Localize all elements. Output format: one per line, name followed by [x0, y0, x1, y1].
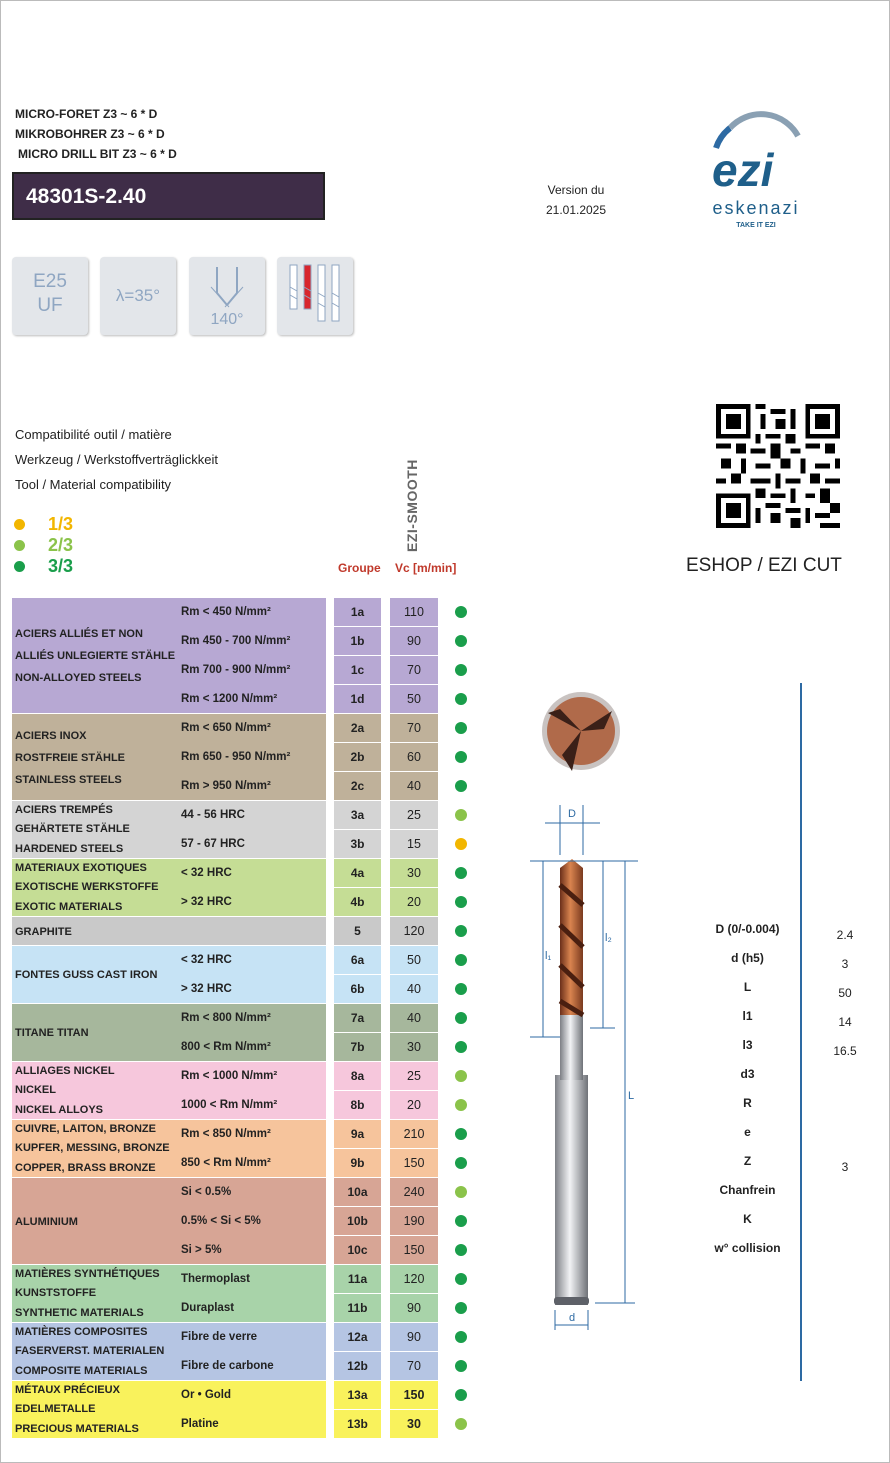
compat-en: Tool / Material compatibility [15, 477, 172, 492]
spec-value: 50 [838, 986, 852, 1000]
compatibility-dot-icon [455, 867, 467, 879]
groupe-cell: 8a [334, 1062, 381, 1090]
compat-de: Werkzeug / Werkstoffverträglickkeit [15, 452, 219, 467]
material-name-line: TITANE TITAN [15, 1027, 89, 1039]
condition-cell: Rm < 1000 N/mm² [178, 1062, 326, 1090]
material-name-line: GEHÄRTETE STÄHLE [15, 823, 130, 836]
vc-cell: 40 [390, 772, 438, 800]
legend-label: 1/3 [48, 514, 74, 534]
material-name-line: COPPER, BRASS BRONZE [15, 1161, 156, 1174]
spec-label: e [744, 1125, 751, 1139]
compatibility-dot-icon [455, 606, 467, 618]
drill-point-icon [189, 261, 265, 317]
compatibility-dot-icon [455, 751, 467, 763]
material-name-line: MÉTAUX PRÉCIEUX [15, 1384, 120, 1396]
compatibility-dot-icon [455, 780, 467, 792]
groupe-cell: 10b [334, 1207, 381, 1235]
condition-cell: Fibre de carbone [178, 1352, 326, 1380]
condition-cell: > 32 HRC [178, 888, 326, 916]
spec-label: L [743, 980, 752, 994]
dim-label-D: D [568, 808, 576, 820]
groupe-cell: 2c [334, 772, 381, 800]
vc-cell: 90 [390, 1294, 438, 1322]
material-name-line: MATERIAUX EXOTIQUES [15, 862, 147, 874]
compatibility-dot-icon [455, 1070, 467, 1082]
compatibility-dot-icon [455, 1099, 467, 1111]
condition-cell: 850 < Rm N/mm² [178, 1149, 326, 1177]
condition-cell: < 32 HRC [178, 946, 326, 974]
material-name-line: GRAPHITE [15, 925, 72, 938]
vc-cell: 15 [390, 830, 438, 858]
spec-label: l3 [742, 1038, 753, 1052]
helix-angle-text: λ=35° [115, 286, 161, 305]
product-titles [15, 104, 177, 164]
vc-cell: 70 [390, 656, 438, 684]
dim-label-d: d [569, 1312, 576, 1324]
spec-label: K [743, 1212, 752, 1226]
drill-range-icon [277, 257, 353, 335]
vc-cell: 210 [390, 1120, 438, 1148]
spec-value: 3 [841, 1160, 849, 1174]
vc-cell: 20 [390, 1091, 438, 1119]
groupe-cell: 1c [334, 656, 381, 684]
groupe-cell: 1d [334, 685, 381, 713]
groupe-cell: 11b [334, 1294, 381, 1322]
spec-value: 3 [841, 957, 849, 971]
drill-types-icon [277, 257, 353, 335]
coating-icon [12, 257, 88, 335]
spec-label: d (h5) [731, 951, 764, 965]
material-name-line: COMPOSITE MATERIALS [15, 1364, 148, 1377]
dim-label-l1: l₁ [545, 950, 552, 962]
material-name-line: ACIERS INOX [15, 729, 87, 742]
condition-cell: 44 - 56 HRC [178, 801, 326, 829]
groupe-cell: 9a [334, 1120, 381, 1148]
groupe-cell: 7a [334, 1004, 381, 1032]
ezi-logo-icon [700, 108, 812, 198]
material-name-line: EXOTISCHE WERKSTOFFE [15, 881, 159, 894]
condition-cell: Rm 450 - 700 N/mm² [178, 627, 326, 655]
vc-cell: 20 [390, 888, 438, 916]
dim-label-L: L [628, 1090, 635, 1102]
compatibility-dot-icon [455, 1331, 467, 1343]
logo-tagline: TAKE IT EZI [736, 222, 776, 229]
condition-cell: Rm < 1200 N/mm² [178, 685, 326, 713]
condition-cell: Rm < 850 N/mm² [178, 1120, 326, 1148]
groupe-cell: 9b [334, 1149, 381, 1177]
title-en: MICRO DRILL BIT Z3 ~ 6 * D [18, 147, 177, 161]
coating-line2: UF [37, 295, 63, 316]
spec-label: w° collision [714, 1241, 781, 1255]
drill-end-view [542, 692, 620, 771]
legend-dot-icon [14, 561, 25, 572]
spec-label: d3 [740, 1067, 755, 1081]
compatibility-dot-icon [455, 1418, 467, 1430]
condition-cell [178, 917, 326, 945]
vc-cell: 25 [390, 801, 438, 829]
groupe-cell: 6a [334, 946, 381, 974]
logo-mark: ezi [712, 144, 774, 196]
eshop-label[interactable]: ESHOP / EZI CUT [686, 555, 842, 576]
compatibility-dot-icon [455, 925, 467, 937]
legend-dot-icon [14, 519, 25, 530]
logo-brand: eskenazi [712, 198, 800, 218]
condition-cell: Or • Gold [178, 1381, 326, 1409]
coating-column-header: EZI-SMOOTH [404, 459, 420, 552]
material-name-line: KUNSTSTOFFE [15, 1287, 97, 1300]
legend-item [12, 535, 102, 556]
compatibility-dot-icon [455, 838, 467, 850]
compatibility-dot-icon [455, 983, 467, 995]
title-de: MIKROBOHRER Z3 ~ 6 * D [15, 127, 165, 141]
vc-cell: 50 [390, 685, 438, 713]
vc-cell: 25 [390, 1062, 438, 1090]
compatibility-dot-icon [455, 1012, 467, 1024]
vc-cell: 240 [390, 1178, 438, 1206]
vc-header: Vc [m/min] [395, 561, 457, 575]
condition-cell: 0.5% < Si < 5% [178, 1207, 326, 1235]
vc-cell: 50 [390, 946, 438, 974]
vc-cell: 40 [390, 975, 438, 1003]
compatibility-dot-icon [455, 954, 467, 966]
material-name-line: CUIVRE, LAITON, BRONZE [15, 1123, 156, 1135]
material-name-line: ROSTFREIE STÄHLE [15, 751, 126, 764]
condition-cell: Rm < 450 N/mm² [178, 598, 326, 626]
vc-cell: 150 [390, 1381, 438, 1409]
vc-cell: 30 [390, 859, 438, 887]
groupe-cell: 2a [334, 714, 381, 742]
material-name-line: FONTES GUSS CAST IRON [15, 969, 158, 981]
groupe-cell: 13a [334, 1381, 381, 1409]
vc-cell: 110 [390, 598, 438, 626]
vc-cell: 150 [390, 1236, 438, 1264]
spec-value: 2.4 [836, 928, 854, 942]
compatibility-dot-icon [455, 1157, 467, 1169]
vc-cell: 90 [390, 1323, 438, 1351]
compatibility-dot-icon [455, 896, 467, 908]
groupe-cell: 12a [334, 1323, 381, 1351]
reference-text: 48301S-2.40 [26, 185, 147, 208]
spec-label: Z [743, 1154, 752, 1168]
material-name-line: NICKEL ALLOYS [15, 1103, 104, 1116]
material-name-line: EDELMETALLE [15, 1403, 96, 1416]
material-name-line: ACIERS ALLIÉS ET NON [15, 628, 143, 640]
compatibility-text [15, 422, 218, 497]
condition-cell: < 32 HRC [178, 859, 326, 887]
condition-cell: Thermoplast [178, 1265, 326, 1293]
title-fr: MICRO-FORET Z3 ~ 6 * D [15, 107, 158, 121]
drill-side-view [554, 859, 589, 1305]
vc-cell: 120 [390, 1265, 438, 1293]
legend-item [12, 514, 102, 535]
groupe-cell: 1a [334, 598, 381, 626]
vc-cell: 60 [390, 743, 438, 771]
condition-cell: Rm < 650 N/mm² [178, 714, 326, 742]
compatibility-dot-icon [455, 1215, 467, 1227]
groupe-cell: 13b [334, 1410, 381, 1438]
compatibility-dot-icon [455, 693, 467, 705]
groupe-cell: 7b [334, 1033, 381, 1061]
spec-value: 14 [838, 1015, 852, 1029]
vc-cell: 120 [390, 917, 438, 945]
drill-diagram [500, 685, 660, 1335]
groupe-cell: 5 [334, 917, 381, 945]
material-name-line: MATIÈRES COMPOSITES [15, 1326, 148, 1338]
dim-label-l2: l₂ [605, 932, 612, 944]
spec-label: l1 [742, 1009, 753, 1023]
condition-cell: > 32 HRC [178, 975, 326, 1003]
groupe-header: Groupe [338, 561, 381, 575]
material-name-line: ALLIÉS UNLEGIERTE STÄHLE [15, 650, 176, 662]
compatibility-dot-icon [455, 1041, 467, 1053]
material-name-line: ACIERS TREMPÉS [15, 804, 113, 816]
vc-cell: 30 [390, 1033, 438, 1061]
material-name-line: SYNTHETIC MATERIALS [15, 1306, 144, 1319]
condition-cell: 800 < Rm N/mm² [178, 1033, 326, 1061]
condition-cell: Rm < 800 N/mm² [178, 1004, 326, 1032]
compatibility-dot-icon [455, 664, 467, 676]
coating-line1: E25 [33, 271, 67, 292]
material-name-line: PRECIOUS MATERIALS [15, 1422, 139, 1435]
groupe-cell: 4a [334, 859, 381, 887]
material-name-line: KUPFER, MESSING, BRONZE [15, 1142, 170, 1155]
condition-cell: Rm > 950 N/mm² [178, 772, 326, 800]
qr-code[interactable] [716, 402, 840, 530]
point-angle-text: 140° [210, 311, 244, 328]
condition-cell: Fibre de verre [178, 1323, 326, 1351]
vc-cell: 70 [390, 1352, 438, 1380]
compatibility-dot-icon [455, 809, 467, 821]
spec-label: D (0/-0.004) [715, 922, 780, 936]
spec-label: Chanfrein [719, 1183, 776, 1197]
material-name-line: ALUMINIUM [15, 1215, 78, 1228]
point-angle-icon [189, 257, 265, 335]
condition-cell: Rm 700 - 900 N/mm² [178, 656, 326, 684]
material-name-line: NICKEL [15, 1084, 56, 1097]
version-label: Version du [547, 183, 605, 197]
version-date: 21.01.2025 [545, 203, 607, 217]
condition-cell: Si < 0.5% [178, 1178, 326, 1206]
groupe-cell: 11a [334, 1265, 381, 1293]
material-name-line: ALLIAGES NICKEL [15, 1065, 115, 1077]
condition-cell: 1000 < Rm N/mm² [178, 1091, 326, 1119]
product-reference [12, 172, 325, 220]
condition-cell: Si > 5% [178, 1236, 326, 1264]
compatibility-dot-icon [455, 1389, 467, 1401]
material-name-line: HARDENED STEELS [15, 842, 124, 855]
material-name-line: NON-ALLOYED STEELS [15, 672, 142, 684]
spec-divider [800, 683, 802, 1381]
compatibility-dot-icon [455, 1302, 467, 1314]
groupe-cell: 12b [334, 1352, 381, 1380]
spec-value: 16.5 [833, 1044, 857, 1058]
vc-cell: 70 [390, 714, 438, 742]
groupe-cell: 8b [334, 1091, 381, 1119]
compatibility-dot-icon [455, 1244, 467, 1256]
compatibility-dot-icon [455, 1360, 467, 1372]
material-name-line: STAINLESS STEELS [15, 773, 122, 786]
material-name-line: MATIÈRES SYNTHÉTIQUES [15, 1268, 160, 1280]
condition-cell: Duraplast [178, 1294, 326, 1322]
groupe-cell: 10a [334, 1178, 381, 1206]
groupe-cell: 3b [334, 830, 381, 858]
compatibility-dot-icon [455, 1186, 467, 1198]
helix-angle-icon [100, 257, 176, 335]
groupe-cell: 2b [334, 743, 381, 771]
vc-cell: 40 [390, 1004, 438, 1032]
version-info [530, 180, 622, 220]
groupe-cell: 6b [334, 975, 381, 1003]
groupe-cell: 3a [334, 801, 381, 829]
eskenazi-logo [700, 108, 812, 238]
condition-cell: Rm 650 - 950 N/mm² [178, 743, 326, 771]
legend-label: 2/3 [48, 535, 74, 555]
compatibility-dot-icon [455, 1273, 467, 1285]
vc-cell: 30 [390, 1410, 438, 1438]
vc-cell: 190 [390, 1207, 438, 1235]
compatibility-dot-icon [455, 722, 467, 734]
vc-cell: 90 [390, 627, 438, 655]
spec-label: R [743, 1096, 752, 1110]
groupe-cell: 10c [334, 1236, 381, 1264]
compatibility-dot-icon [455, 635, 467, 647]
vc-cell: 150 [390, 1149, 438, 1177]
material-name-line: FASERVERST. MATERIALEN [15, 1345, 165, 1358]
compatibility-dot-icon [455, 1128, 467, 1140]
groupe-cell: 1b [334, 627, 381, 655]
legend-dot-icon [14, 540, 25, 551]
condition-cell: 57 - 67 HRC [178, 830, 326, 858]
compat-fr: Compatibilité outil / matière [15, 427, 172, 442]
groupe-cell: 4b [334, 888, 381, 916]
condition-cell: Platine [178, 1410, 326, 1438]
material-name-line: EXOTIC MATERIALS [15, 900, 123, 913]
legend-item [12, 556, 102, 577]
legend-label: 3/3 [48, 556, 74, 576]
